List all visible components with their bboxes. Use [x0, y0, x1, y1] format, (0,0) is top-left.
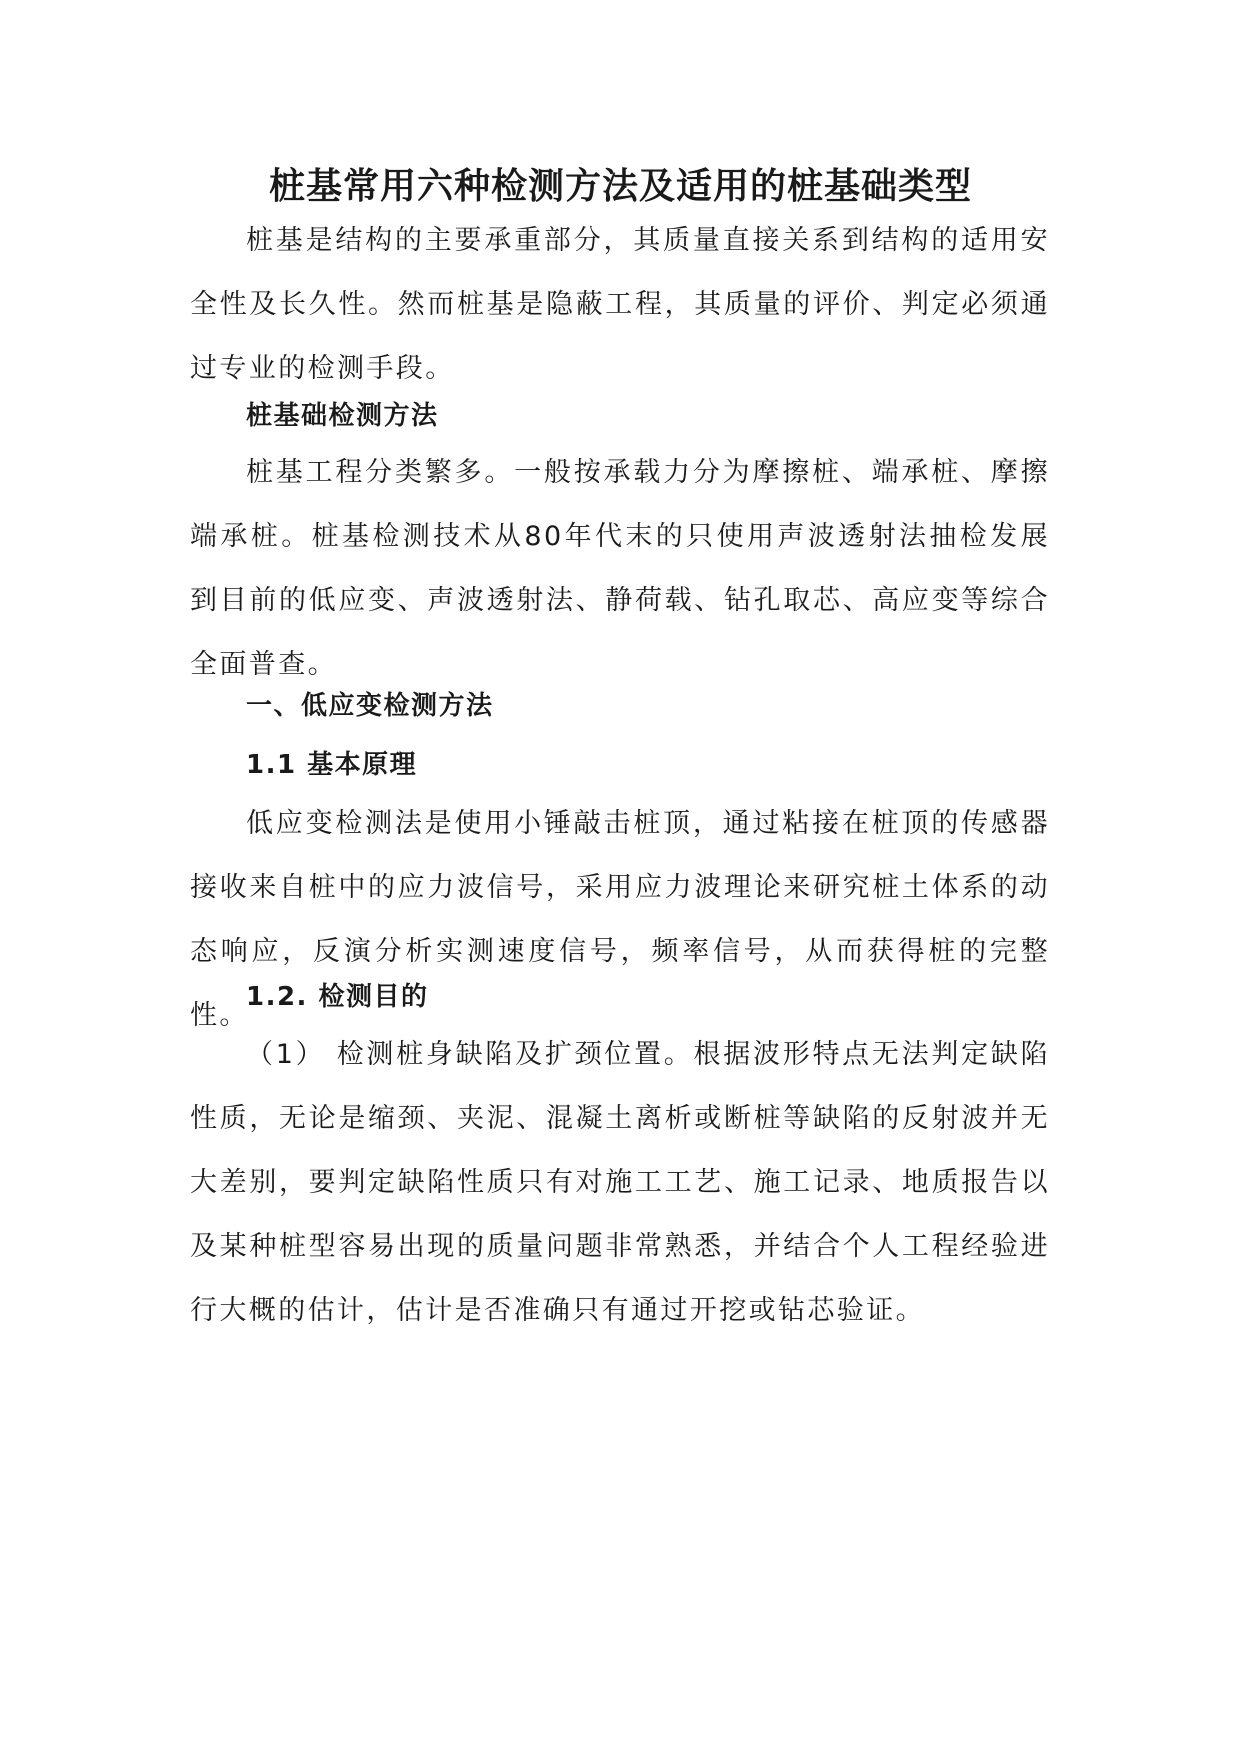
subsection-1-1-paragraph: 低应变检测法是使用小锤敲击桩顶，通过粘接在桩顶的传感器接收来自桩中的应力波信号，采用应力波理论来研究桩土体系的动态响应，反演分析实测速度信号，频率信号，从而获得桩的完整性。	[190, 808, 1050, 1031]
subsection-1-2-paragraph: （1） 检测桩身缺陷及扩颈位置。根据波形特点无法判定缺陷性质，无论是缩颈、夹泥、混凝土离析或断桩等缺陷的反射波并无大差别，要判定缺陷性质只有对施工工艺、施工记录、地质报告以及某种桩型容易出现的质量问题非常熟悉，并结合个人工程经验进行大概的估计，估计是否准确只有通过开挖或钻芯验证。	[190, 1039, 1050, 1326]
method-1-heading: 一、低应变检测方法	[246, 691, 494, 721]
section-heading-pile-foundation-methods: 桩基础检测方法	[246, 401, 439, 431]
intro-paragraph: 桩基是结构的主要承重部分，其质量直接关系到结构的适用安全性及长久性。然而桩基是隐蔽工程，其质量的评价、判定必须通过专业的检测手段。	[190, 225, 1050, 384]
section-paragraph: 桩基工程分类繁多。一般按承载力分为摩擦桩、端承桩、摩擦端承桩。桩基检测技术从80年代末的只使用声波透射法抽检发展到目前的低应变、声波透射法、静荷载、钻孔取芯、高应变等综合全面普查。	[190, 457, 1050, 680]
subsection-1-1-heading: 1.1 基本原理	[246, 750, 418, 780]
subsection-1-2-heading: 1.2. 检测目的	[246, 982, 429, 1012]
document-title: 桩基常用六种检测方法及适用的桩基础类型	[268, 166, 972, 207]
